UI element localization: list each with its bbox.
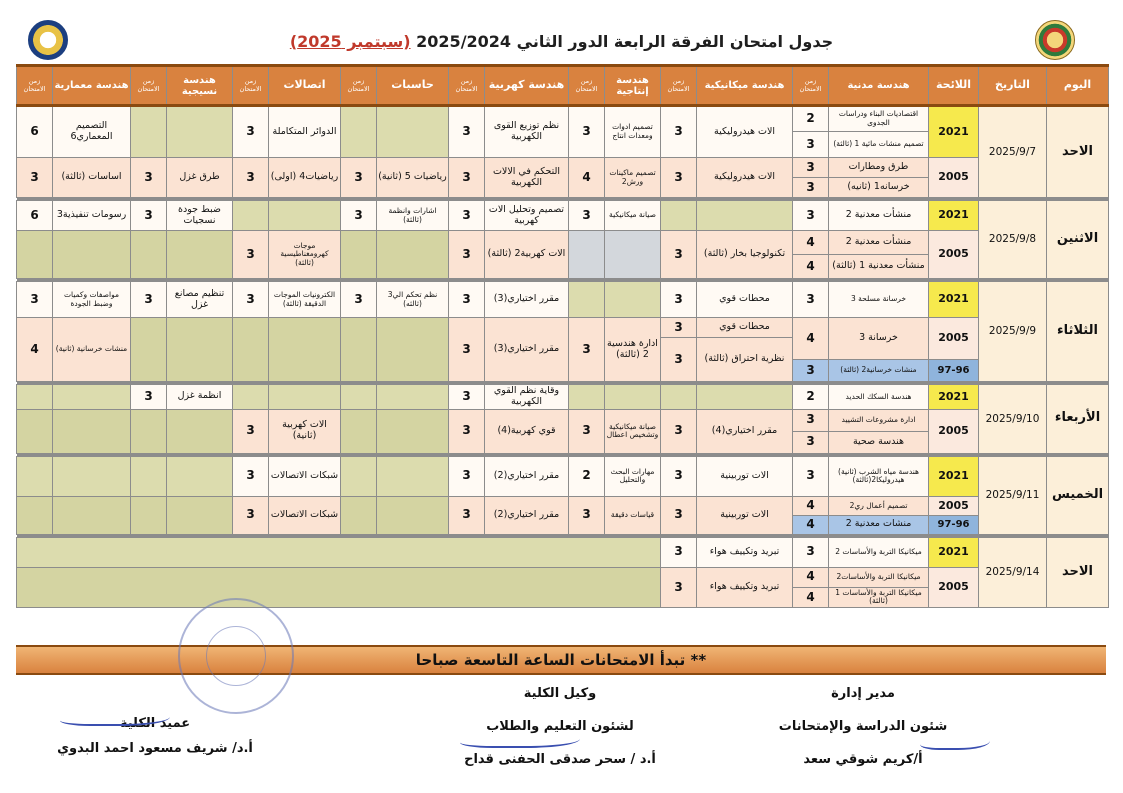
mech-time: 3 [661, 338, 697, 382]
comp-time: 3 [341, 158, 377, 198]
regulation-cell: 97-96 [929, 515, 979, 534]
comp-time: 3 [341, 201, 377, 231]
elec-course: تصميم وتحليل الات كهربية [485, 201, 569, 231]
civil-time: 4 [793, 587, 829, 607]
civil-course: تصميم أعمال ري2 [829, 496, 929, 515]
prod-course: قياسات دقيقة [605, 496, 661, 534]
comp-time-empty [341, 456, 377, 496]
civil-time: 3 [793, 456, 829, 496]
prod-course-empty [605, 231, 661, 279]
mech-course: محطات قوي [697, 318, 793, 338]
date-cell: 2025/9/14 [979, 537, 1047, 607]
arch-time: 6 [17, 201, 53, 231]
mech-course: مقرر اختياري(4) [697, 409, 793, 453]
civil-course: خرسانة مسلحة 3 [829, 282, 929, 318]
elec-time: 3 [449, 282, 485, 318]
prod-time: 3 [569, 201, 605, 231]
signature-right [753, 686, 973, 767]
signature-right-title: مدير إدارة [831, 686, 895, 701]
tex-course-empty [167, 318, 233, 382]
seal-inner-ring [206, 626, 266, 686]
mech-time: 3 [661, 231, 697, 279]
day-cell: الخميس [1047, 456, 1109, 534]
table-row [17, 106, 1109, 132]
signature-right-dept: شئون الدراسة والإمتحانات [778, 719, 948, 734]
header-computers: حاسبات [377, 66, 449, 106]
civil-course: اقتصاديات البناء ودراسات الجدوى [829, 106, 929, 132]
civil-course: منشأت معدنية 2 [829, 201, 929, 231]
page-title [0, 32, 1123, 51]
arch-course-empty [53, 496, 131, 534]
comm-time: 3 [233, 158, 269, 198]
signature-right-name: أ/كريم شوقي سعد [803, 752, 923, 767]
civil-course: منشأت معدنية 2 [829, 231, 929, 255]
regulation-cell: 2021 [929, 106, 979, 158]
elec-time: 3 [449, 318, 485, 382]
comm-course-empty [269, 318, 341, 382]
mech-time: 3 [661, 409, 697, 453]
exam-schedule-table [16, 64, 1109, 608]
civil-course: هندسة السكك الحديد [829, 385, 929, 410]
prod-course: صيانة ميكانيكية وتشخيص اعطال [605, 409, 661, 453]
arch-course-empty [53, 385, 131, 410]
table-row [17, 385, 1109, 410]
mech-time: 3 [661, 537, 697, 567]
comm-time: 3 [233, 456, 269, 496]
comm-time: 3 [233, 409, 269, 453]
mech-course: الات توربينية [697, 496, 793, 534]
civil-course: هندسة صحية [829, 431, 929, 453]
header-time: زمن الامتحان [131, 66, 167, 106]
regulation-cell: 2021 [929, 537, 979, 567]
civil-time: 3 [793, 132, 829, 158]
tex-time: 3 [131, 158, 167, 198]
signature-left-title: عميد الكلية [119, 716, 191, 731]
comp-course: اشارات وانظمة (ثالثة) [377, 201, 449, 231]
header-time: زمن الامتحان [661, 66, 697, 106]
arch-course-empty [53, 456, 131, 496]
prod-time: 3 [569, 106, 605, 158]
arch-time: 3 [17, 158, 53, 198]
signature-middle-name: أ.د / سحر صدقى الحفنى قداح [464, 752, 656, 767]
date-cell: 2025/9/9 [979, 282, 1047, 382]
day-cell: الاحد [1047, 537, 1109, 607]
date-cell: 2025/9/11 [979, 456, 1047, 534]
comm-time: 3 [233, 282, 269, 318]
arch-time: 6 [17, 106, 53, 158]
comm-course: شبكات الاتصالات [269, 496, 341, 534]
arch-time-empty [17, 231, 53, 279]
start-time-banner: ** تبدأ الامتحانات الساعة التاسعة صباحا [16, 645, 1106, 675]
empty-cells [17, 567, 661, 607]
elec-time: 3 [449, 409, 485, 453]
tex-course: طرق غزل [167, 158, 233, 198]
mech-course: تبريد وتكييف هواء [697, 537, 793, 567]
comp-course-empty [377, 456, 449, 496]
date-cell: 2025/9/7 [979, 106, 1047, 198]
mech-time: 3 [661, 282, 697, 318]
tex-course-empty [167, 409, 233, 453]
civil-course: طرق ومطارات [829, 158, 929, 178]
header-time: زمن الامتحان [341, 66, 377, 106]
comp-time-empty [341, 385, 377, 410]
comp-course-empty [377, 106, 449, 158]
mech-time: 3 [661, 158, 697, 198]
prod-course: صيانة ميكانيكية [605, 201, 661, 231]
comp-course: نظم تحكم الي3 (ثالثه) [377, 282, 449, 318]
mech-time: 3 [661, 496, 697, 534]
civil-course: خرسانة 3 [829, 318, 929, 360]
arch-course: مواصفات وكميات وضبط الجودة [53, 282, 131, 318]
regulation-cell: 2005 [929, 409, 979, 453]
tex-course: ضبط جودة نسجيات [167, 201, 233, 231]
table-row [17, 201, 1109, 231]
civil-time: 3 [793, 537, 829, 567]
elec-course: وقاية نظم القوي الكهربية [485, 385, 569, 410]
elec-course: قوي كهربية(4) [485, 409, 569, 453]
day-cell: الاثنين [1047, 201, 1109, 279]
tex-course-empty [167, 231, 233, 279]
comm-time-empty [233, 318, 269, 382]
tex-time-empty [131, 318, 167, 382]
header-time: زمن الامتحان [233, 66, 269, 106]
table-row [17, 496, 1109, 515]
civil-time: 4 [793, 318, 829, 360]
tex-course: تنظيم مصانع غزل [167, 282, 233, 318]
title-row [0, 20, 1123, 60]
civil-time: 3 [793, 409, 829, 431]
date-cell: 2025/9/8 [979, 201, 1047, 279]
mech-course: الات هيدروليكية [697, 106, 793, 158]
arch-course: منشات خرسانية (ثانية) [53, 318, 131, 382]
comp-time-empty [341, 231, 377, 279]
civil-course: ادارة مشروعات التشييد [829, 409, 929, 431]
tex-time: 3 [131, 201, 167, 231]
mech-course: الات هيدروليكية [697, 158, 793, 198]
civil-course: ميكانيكا التربة والأساسات 2 [829, 537, 929, 567]
comp-course: رياضيات 5 (ثانية) [377, 158, 449, 198]
comm-time: 3 [233, 106, 269, 158]
header-time: زمن الامتحان [569, 66, 605, 106]
comm-course: موجات كهرومغناطيسية (ثالثة) [269, 231, 341, 279]
elec-course: نظم توزيع القوى الكهربية [485, 106, 569, 158]
prod-time: 3 [569, 318, 605, 382]
arch-time: 3 [17, 282, 53, 318]
comm-time: 3 [233, 231, 269, 279]
date-cell: 2025/9/10 [979, 385, 1047, 454]
tex-time-empty [131, 409, 167, 453]
elec-time: 3 [449, 106, 485, 158]
signature-left-scribble-icon [60, 706, 170, 726]
header-production: هندسة إنتاجية [605, 66, 661, 106]
table-row [17, 282, 1109, 318]
civil-time: 4 [793, 231, 829, 255]
prod-course: مهارات البحث والتحليل [605, 456, 661, 496]
civil-time: 3 [793, 178, 829, 198]
civil-time: 2 [793, 106, 829, 132]
regulation-cell: 2021 [929, 456, 979, 496]
signature-left-name: أ.د/ شريف مسعود احمد البدوي [57, 741, 253, 756]
tex-time: 3 [131, 282, 167, 318]
prod-course: تصميم ماكينات ورش2 [605, 158, 661, 198]
elec-time: 3 [449, 496, 485, 534]
elec-course: مقرر اختياري(3) [485, 318, 569, 382]
civil-course-line: هندسة مياه الشرب (ثانية) [838, 466, 919, 476]
civil-course: منشات خرسانية2 (ثالثة) [829, 360, 929, 382]
mech-course: نظرية احتراق (ثالثة) [697, 338, 793, 382]
comm-time-empty [233, 201, 269, 231]
comm-course-empty [269, 385, 341, 410]
civil-course: ميكانيكا التربة والأساسات 1 (ثالثة) [829, 587, 929, 607]
signature-right-scribble-icon [920, 730, 990, 750]
civil-time: 4 [793, 496, 829, 515]
day-cell: الأربعاء [1047, 385, 1109, 454]
comp-course-empty [377, 385, 449, 410]
arch-course-empty [53, 231, 131, 279]
regulation-cell: 2021 [929, 385, 979, 410]
header-time: زمن الامتحان [793, 66, 829, 106]
mech-time: 3 [661, 567, 697, 607]
elec-course: مقرر اختياري(3) [485, 282, 569, 318]
prod-time-empty [569, 282, 605, 318]
mech-course-empty [697, 385, 793, 410]
comm-course: الكترونيات الموجات الدقيقة (ثالثة) [269, 282, 341, 318]
civil-course: منشات معدنية 2 [829, 515, 929, 534]
elec-time: 3 [449, 385, 485, 410]
mech-course: تبريد وتكييف هواء [697, 567, 793, 607]
civil-time: 4 [793, 255, 829, 279]
civil-time: 3 [793, 431, 829, 453]
prod-time: 3 [569, 409, 605, 453]
prod-time: 3 [569, 496, 605, 534]
tex-time-empty [131, 106, 167, 158]
civil-course: ميكانيكا التربة والأساسات2 [829, 567, 929, 587]
signature-middle-dept: لشئون التعليم والطلاب [486, 719, 634, 734]
civil-time: 3 [793, 201, 829, 231]
prod-time-empty [569, 231, 605, 279]
arch-time-empty [17, 456, 53, 496]
regulation-cell: 2005 [929, 318, 979, 360]
table-row [17, 456, 1109, 496]
tex-time: 3 [131, 385, 167, 410]
mech-time: 3 [661, 318, 697, 338]
elec-time: 3 [449, 231, 485, 279]
comp-course-empty [377, 318, 449, 382]
regulation-cell: 2005 [929, 231, 979, 279]
regulation-cell: 2005 [929, 567, 979, 607]
header-communications: اتصالات [269, 66, 341, 106]
table-row [17, 231, 1109, 255]
comp-time-empty [341, 409, 377, 453]
regulation-cell: 2021 [929, 201, 979, 231]
civil-time: 4 [793, 567, 829, 587]
comm-course: الات كهربية (ثانية) [269, 409, 341, 453]
tex-course-empty [167, 456, 233, 496]
comp-course-empty [377, 496, 449, 534]
header-textile: هندسة نسيجية [167, 66, 233, 106]
mech-time: 3 [661, 456, 697, 496]
civil-time: 3 [793, 158, 829, 178]
civil-course: خرسانه1 (ثانيه) [829, 178, 929, 198]
comp-time-empty [341, 496, 377, 534]
arch-time-empty [17, 385, 53, 410]
header-electrical: هندسة كهربية [485, 66, 569, 106]
header-time: زمن الامتحان [449, 66, 485, 106]
title-main: جدول امتحان الفرقة الرابعة الدور الثاني 2025/2024 [416, 32, 834, 51]
prod-course: تصميم ادوات ومعدات انتاج [605, 106, 661, 158]
civil-course: تصميم منشات مائية 1 (ثالثة) [829, 132, 929, 158]
regulation-cell: 97-96 [929, 360, 979, 382]
tex-course: انظمة غزل [167, 385, 233, 410]
arch-course: رسومات تنفيذية3 [53, 201, 131, 231]
header-day: اليوم [1047, 66, 1109, 106]
signature-middle-title: وكيل الكلية [523, 686, 597, 701]
prod-time: 2 [569, 456, 605, 496]
mech-time-empty [661, 201, 697, 231]
prod-course-empty [605, 385, 661, 410]
title-date: (سبتمبر 2025) [289, 32, 411, 51]
comm-time: 3 [233, 496, 269, 534]
day-cell: الاحد [1047, 106, 1109, 198]
comm-course: شبكات الاتصالات [269, 456, 341, 496]
comp-course-empty [377, 409, 449, 453]
mech-course-empty [697, 201, 793, 231]
arch-course-empty [53, 409, 131, 453]
table-row [17, 567, 1109, 587]
prod-time: 4 [569, 158, 605, 198]
mech-time: 3 [661, 106, 697, 158]
empty-cells [17, 537, 661, 567]
tex-course-empty [167, 106, 233, 158]
comm-time-empty [233, 385, 269, 410]
elec-course: مقرر اختياري(2) [485, 456, 569, 496]
civil-course: منشأت معدنية 1 (ثالثة) [829, 255, 929, 279]
tex-time-empty [131, 231, 167, 279]
comm-course: رياضيات4 (اولى) [269, 158, 341, 198]
arch-time-empty [17, 409, 53, 453]
regulation-cell: 2005 [929, 158, 979, 198]
elec-time: 3 [449, 158, 485, 198]
tex-course-empty [167, 496, 233, 534]
civil-time: 3 [793, 360, 829, 382]
mech-course: الات توربينية [697, 456, 793, 496]
table-row [17, 318, 1109, 338]
header-date: التاريخ [979, 66, 1047, 106]
signature-middle [440, 686, 680, 767]
prod-course: ادارة هندسية 2 (ثالثة) [605, 318, 661, 382]
arch-time-empty [17, 496, 53, 534]
prod-course-empty [605, 282, 661, 318]
seal-label [0, 0, 1, 1]
table-row [17, 537, 1109, 567]
header-mechanical: هندسة ميكانيكية [697, 66, 793, 106]
comp-time: 3 [341, 282, 377, 318]
civil-time: 4 [793, 515, 829, 534]
day-cell: الثلاثاء [1047, 282, 1109, 382]
table-row [17, 158, 1109, 178]
comm-course: الدوائر المتكاملة [269, 106, 341, 158]
comp-time-empty [341, 106, 377, 158]
comm-course-empty [269, 201, 341, 231]
header-architecture: هندسة معمارية [53, 66, 131, 106]
arch-time: 4 [17, 318, 53, 382]
header-civil: هندسة مدنية [829, 66, 929, 106]
signature-middle-scribble-icon [460, 728, 580, 748]
elec-time: 3 [449, 456, 485, 496]
elec-course: مقرر اختياري(2) [485, 496, 569, 534]
civil-time: 2 [793, 385, 829, 410]
arch-course: اساسات (ثالثة) [53, 158, 131, 198]
header-regulation: اللائحة [929, 66, 979, 106]
comp-course-empty [377, 231, 449, 279]
elec-course: الات كهربية2 (ثالثة) [485, 231, 569, 279]
comp-time-empty [341, 318, 377, 382]
mech-course: محطات قوي [697, 282, 793, 318]
faculty-logo-icon [28, 20, 68, 60]
header-time: زمن الامتحان [17, 66, 53, 106]
civil-course [829, 456, 929, 496]
regulation-cell: 2021 [929, 282, 979, 318]
tex-time-empty [131, 456, 167, 496]
table-row [17, 409, 1109, 431]
faculty-seal-icon [178, 598, 294, 714]
prod-time-empty [569, 385, 605, 410]
regulation-cell: 2005 [929, 496, 979, 515]
elec-time: 3 [449, 201, 485, 231]
mech-time-empty [661, 385, 697, 410]
tex-time-empty [131, 496, 167, 534]
civil-course-line: هيدروليكا2(ثالثة) [852, 475, 905, 485]
arch-course: التصميم المعماري6 [53, 106, 131, 158]
header-row [17, 66, 1109, 106]
civil-time: 3 [793, 282, 829, 318]
elec-course: التحكم في الالات الكهربية [485, 158, 569, 198]
mech-course: تكنولوجيا بخار (ثالثة) [697, 231, 793, 279]
